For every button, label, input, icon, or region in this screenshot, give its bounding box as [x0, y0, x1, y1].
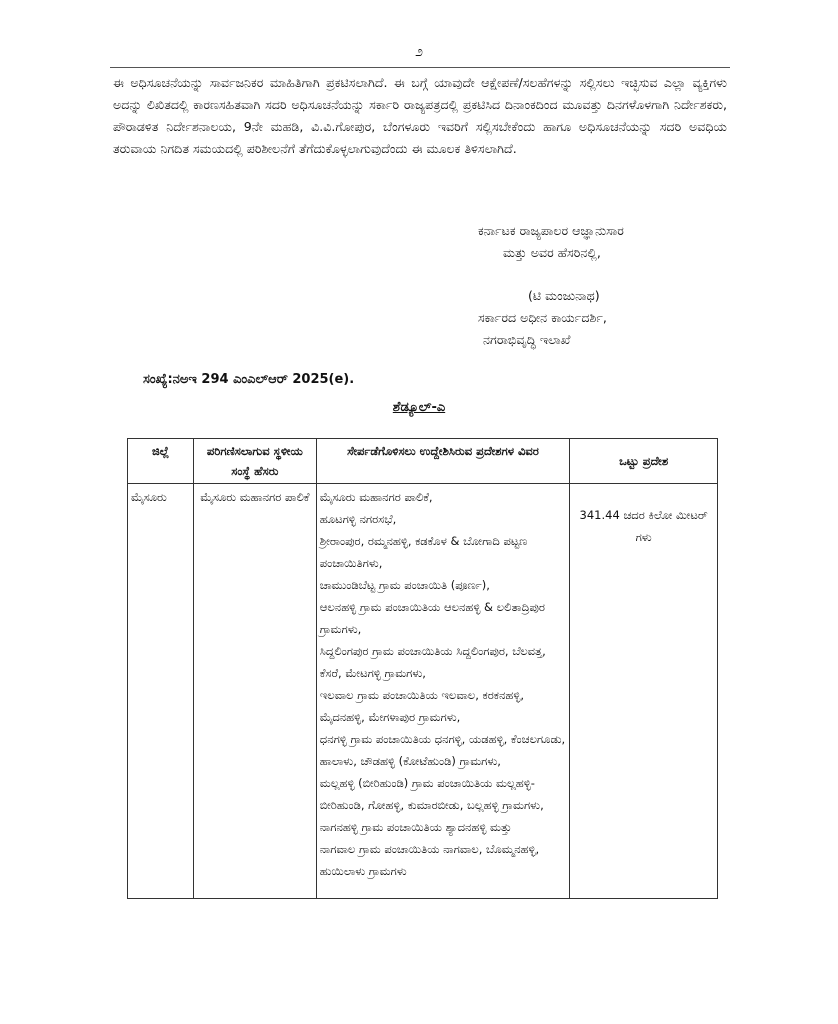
- detail-item: ಮೈಸೂರು ಮಹಾನಗರ ಪಾಲಿಕೆ,: [319, 490, 433, 504]
- reference-number: ಸಂಖ್ಯೆ:ನಅಇ 294 ಎಂಎಲ್ಆರ್ 2025(e).: [143, 372, 355, 387]
- table-row: [128, 484, 718, 899]
- page-number: ೨: [415, 44, 423, 60]
- order-line-2: ಮತ್ತು ಅವರ ಹೆಸರಿನಲ್ಲಿ,: [503, 245, 601, 260]
- cell-district: ಮೈಸೂರು: [128, 484, 194, 899]
- cell-area-details: [316, 484, 569, 899]
- header-total-area: ಒಟ್ಟು ಪ್ರದೇಶ: [570, 439, 718, 484]
- detail-item: ನಾಗವಾಲ ಗ್ರಾಮ ಪಂಚಾಯಿತಿಯ ನಾಗವಾಲ, ಬೊಮ್ಮನಹಳ್ಳಿ, ಹುಯಿಲಾಳು ಗ್ರಾಮಗಳು: [319, 842, 540, 878]
- header-area-details: ಸೇರ್ಪಡೆಗೊಳಿಸಲು ಉದ್ದೇಶಿಸಿರುವ ಪ್ರದೇಶಗಳ ವಿವರ: [316, 439, 569, 484]
- detail-item: ಧನಗಳ್ಳಿ ಗ್ರಾಮ ಪಂಚಾಯಿತಿಯ ಧನಗಳ್ಳಿ, ಯಡಹಳ್ಳಿ, ಕೆಂಚಲಗೂಡು, ಹಾಲಾಳು, ಚೌಡಹಳ್ಳಿ (ಕೋಟೆಹುಂಡಿ) ಗ್ರಾಮಗಳು,: [319, 732, 566, 768]
- detail-item: ಮಲ್ಲಹಳ್ಳಿ (ಬೀರಿಹುಂಡಿ) ಗ್ರಾಮ ಪಂಚಾಯಿತಿಯ ಮಲ್ಲಹಳ್ಳಿ-ಬೀರಿಹುಂಡಿ, ಗೋಹಳ್ಳಿ, ಕುಮಾರಬೀಡು, ಬಲ್ಲಹಳ್ಳಿ ಗ್ರಾಮಗಳು,: [319, 776, 544, 812]
- notice-paragraph: ಈ ಅಧಿಸೂಚನೆಯನ್ನು ಸಾರ್ವಜನಿಕರ ಮಾಹಿತಿಗಾಗಿ ಪ್ರಕಟಿಸಲಾಗಿದೆ. ಈ ಬಗ್ಗೆ ಯಾವುದೇ ಆಕ್ಷೇಪಣೆ/ಸಲಹೆಗಳನ್ನು ಸಲ್ಲಿಸಲು ಇಚ್ಛಿಸುವ ಎಲ್ಲಾ ವ್ಯಕ್ತಿಗಳು ಅದನ್ನು ಲಿಖಿತದಲ್ಲಿ ಕಾರಣಸಹಿತವಾಗಿ ಸದರಿ ಅಧಿಸೂಚನೆಯನ್ನು ಸರ್ಕಾರಿ ರಾಜ್ಯಪತ್ರದಲ್ಲಿ ಪ್ರಕಟಿಸಿದ ದಿನಾಂಕದಿಂದ ಮೂವತ್ತು ದಿನಗಳೊಳಗಾಗಿ ನಿರ್ದೇಶಕರು, ಪೌರಾಡಳಿತ ನಿರ್ದೇಶನಾಲಯ, 9ನೇ ಮಹಡಿ, ವಿ.ವಿ.ಗೋಪುರ, ಬೆಂಗಳೂರು ಇವರಿಗೆ ಸಲ್ಲಿಸಬೇಕೆಂದು ಹಾಗೂ ಅಧಿಸೂಚನೆಯನ್ನು ಸದರಿ ಅವಧಿಯ ತರುವಾಯ ನಿಗದಿತ ಸಮಯದಲ್ಲಿ ಪರಿಶೀಲನೆಗೆ ತೆಗೆದುಕೊಳ್ಳಲಾಗುವುದೆಂದು ಈ ಮೂಲಕ ತಿಳಿಸಲಾಗಿದೆ.: [113, 75, 727, 156]
- detail-item: ಶ್ರೀರಾಂಪುರ, ರಮ್ಮನಹಳ್ಳಿ, ಕಡಕೊಳ & ಬೋಗಾದಿ ಪಟ್ಟಣ ಪಂಚಾಯಿತಿಗಳು,: [319, 534, 528, 570]
- header-local-body: ಪರಿಗಣಿಸಲಾಗುವ ಸ್ಥಳೀಯ ಸಂಸ್ಥೆ ಹೆಸರು: [193, 439, 316, 484]
- detail-item: ಸಿದ್ದಲಿಂಗಪುರ ಗ್ರಾಮ ಪಂಚಾಯಿತಿಯ ಸಿದ್ದಲಿಂಗಪುರ, ಬೆಲವತ್ತ, ಕೆಸರೆ, ಮೇಟಗಳ್ಳಿ ಗ್ರಾಮಗಳು,: [319, 644, 546, 680]
- detail-item: ನಾಗನಹಳ್ಳಿ ಗ್ರಾಮ ಪಂಚಾಯಿತಿಯ ಶ್ಯಾದನಹಳ್ಳಿ ಮತ್ತು: [319, 820, 512, 834]
- order-line-1: ಕರ್ನಾಟಕ ರಾಜ್ಯಪಾಲರ ಆಜ್ಞಾನುಸಾರ: [478, 223, 624, 238]
- signatory-name: (ಟಿ ಮಂಜುನಾಥ): [528, 288, 600, 303]
- schedule-table: [127, 438, 718, 899]
- signatory-designation: ಸರ್ಕಾರದ ಅಧೀನ ಕಾರ್ಯದರ್ಶಿ,: [478, 310, 607, 325]
- detail-item: ಇಲವಾಲ ಗ್ರಾಮ ಪಂಚಾಯಿತಿಯ ಇಲವಾಲ, ಕರಕನಹಳ್ಳಿ, ಮೈದನಹಳ್ಳಿ, ಮೇಗಳಾಪುರ ಗ್ರಾಮಗಳು,: [319, 688, 524, 724]
- table-header-row: [128, 439, 718, 484]
- header-divider: [110, 67, 730, 68]
- cell-local-body: ಮೈಸೂರು ಮಹಾನಗರ ಪಾಲಿಕೆ: [193, 484, 316, 899]
- detail-item: ಹೂಟಗಳ್ಳಿ ನಗರಸಭೆ,: [319, 512, 397, 526]
- schedule-title: ಶೆಡ್ಯೂಲ್-ಎ: [392, 400, 446, 415]
- signatory-department: ನಗರಾಭಿವೃದ್ಧಿ ಇಲಾಖೆ: [483, 332, 571, 347]
- detail-item: ಚಾಮುಂಡಿಬೆಟ್ಟ ಗ್ರಾಮ ಪಂಚಾಯಿತಿ (ಪೂರ್ಣ),: [319, 578, 490, 592]
- header-district: ಜಿಲ್ಲೆ: [128, 439, 194, 484]
- cell-total-area: 341.44 ಚದರ ಕಿಲೋ ಮೀಟರ್ ಗಳು: [570, 484, 718, 899]
- detail-item: ಆಲನಹಳ್ಳಿ ಗ್ರಾಮ ಪಂಚಾಯಿತಿಯ ಆಲನಹಳ್ಳಿ & ಲಲಿತಾದ್ರಿಪುರ ಗ್ರಾಮಗಳು,: [319, 600, 545, 636]
